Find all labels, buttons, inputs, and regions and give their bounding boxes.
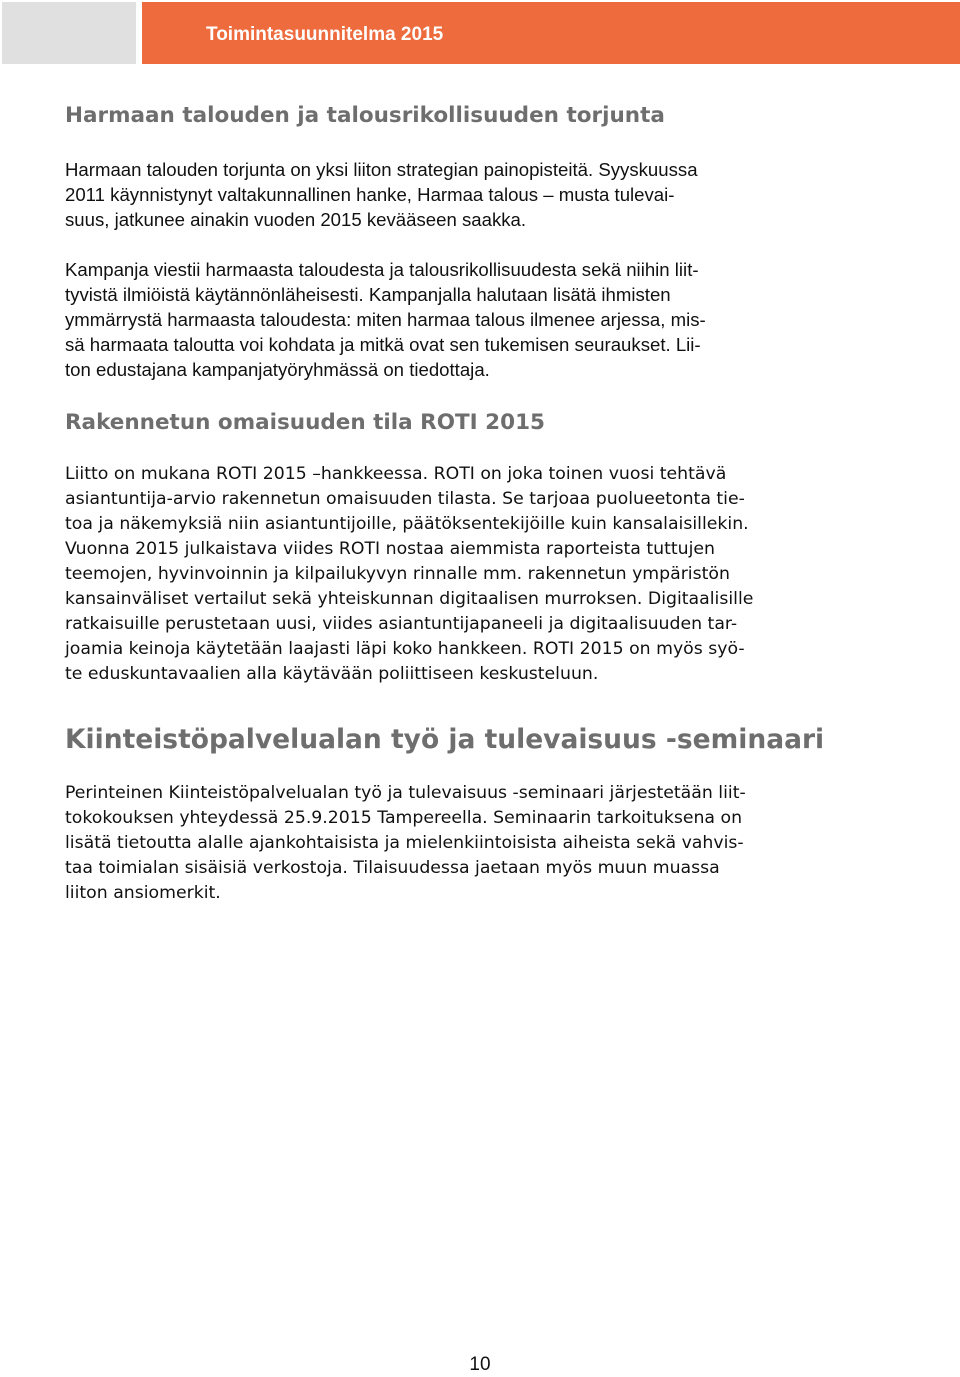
text-line: Liitto on mukana ROTI 2015 –hankkeessa. ROTI on joka toinen vuosi tehtävä [65,464,727,484]
header-gray-tab [2,2,136,64]
paragraph-roti [65,462,753,687]
paragraph-grey-economy-intro [65,157,698,232]
text-line: asiantuntija-arvio rakennetun omaisuuden tilasta. Se tarjoaa puolueetonta tie- [65,489,745,509]
section-heading-seminar: Kiinteistöpalvelualan työ ja tulevaisuus -seminaari [65,724,825,755]
header-banner [142,2,960,64]
text-line: toa ja näkemyksiä niin asiantuntijoille, päätöksentekijöille kuin kansalaisillekin. [65,514,749,534]
text-line: teemojen, hyvinvoinnin ja kilpailukyvyn rinnalle mm. rakennetun ympäristön [65,564,730,584]
text-line: te eduskuntavaalien alla käytävään poliittiseen keskusteluun. [65,664,599,684]
text-line: tyvistä ilmiöistä käytännönläheisesti. Kampanjalla halutaan lisätä ihmisten [65,284,671,305]
paragraph-seminar [65,781,746,906]
text-line: tokokouksen yhteydessä 25.9.2015 Tampereella. Seminaarin tarkoituksena on [65,808,743,828]
section-heading-roti: Rakennetun omaisuuden tila ROTI 2015 [65,410,545,435]
text-line: sä harmaata taloutta voi kohdata ja mitkä ovat sen tukemisen seuraukset. Lii- [65,334,701,355]
text-line: liiton ansiomerkit. [65,883,221,903]
paragraph-campaign [65,257,706,382]
text-line: joamia keinoja käytetään laajasti läpi koko hankkeen. ROTI 2015 on myös syö- [65,639,745,659]
text-line: ymmärrystä harmaasta taloudesta: miten harmaa talous ilmenee arjessa, mis- [65,309,706,330]
text-line: Vuonna 2015 julkaistava viides ROTI nostaa aiemmista raporteista tuttujen [65,539,716,559]
text-line: 2011 käynnistynyt valtakunnallinen hanke, Harmaa talous – musta tulevai- [65,184,675,205]
section-heading-grey-economy: Harmaan talouden ja talousrikollisuuden torjunta [65,103,665,128]
text-line: Kampanja viestii harmaasta taloudesta ja talousrikollisuudesta sekä niihin liit- [65,259,699,280]
text-line: Harmaan talouden torjunta on yksi liiton strategian painopisteitä. Syyskuussa [65,159,698,180]
text-line: ton edustajana kampanjatyöryhmässä on tiedottaja. [65,359,490,380]
text-line: ratkaisuille perustetaan uusi, viides asiantuntijapaneeli ja digitaalisuuden tar- [65,614,738,634]
document-title: Toimintasuunnitelma 2015 [206,24,444,45]
text-line: taa toimialan sisäisiä verkostoja. Tilaisuudessa jaetaan myös muun muassa [65,858,720,878]
text-line: lisätä tietoutta alalle ajankohtaisista ja mielenkiintoisista aiheista sekä vahvis- [65,833,744,853]
page-number: 10 [469,1354,491,1375]
text-line: kansainväliset vertailut sekä yhteiskunnan digitaalisen murroksen. Digitaalisille [65,589,754,609]
text-line: Perinteinen Kiinteistöpalvelualan työ ja tulevaisuus -seminaari järjestetään liit- [65,783,746,803]
text-line: suus, jatkunee ainakin vuoden 2015 kevääseen saakka. [65,209,527,230]
